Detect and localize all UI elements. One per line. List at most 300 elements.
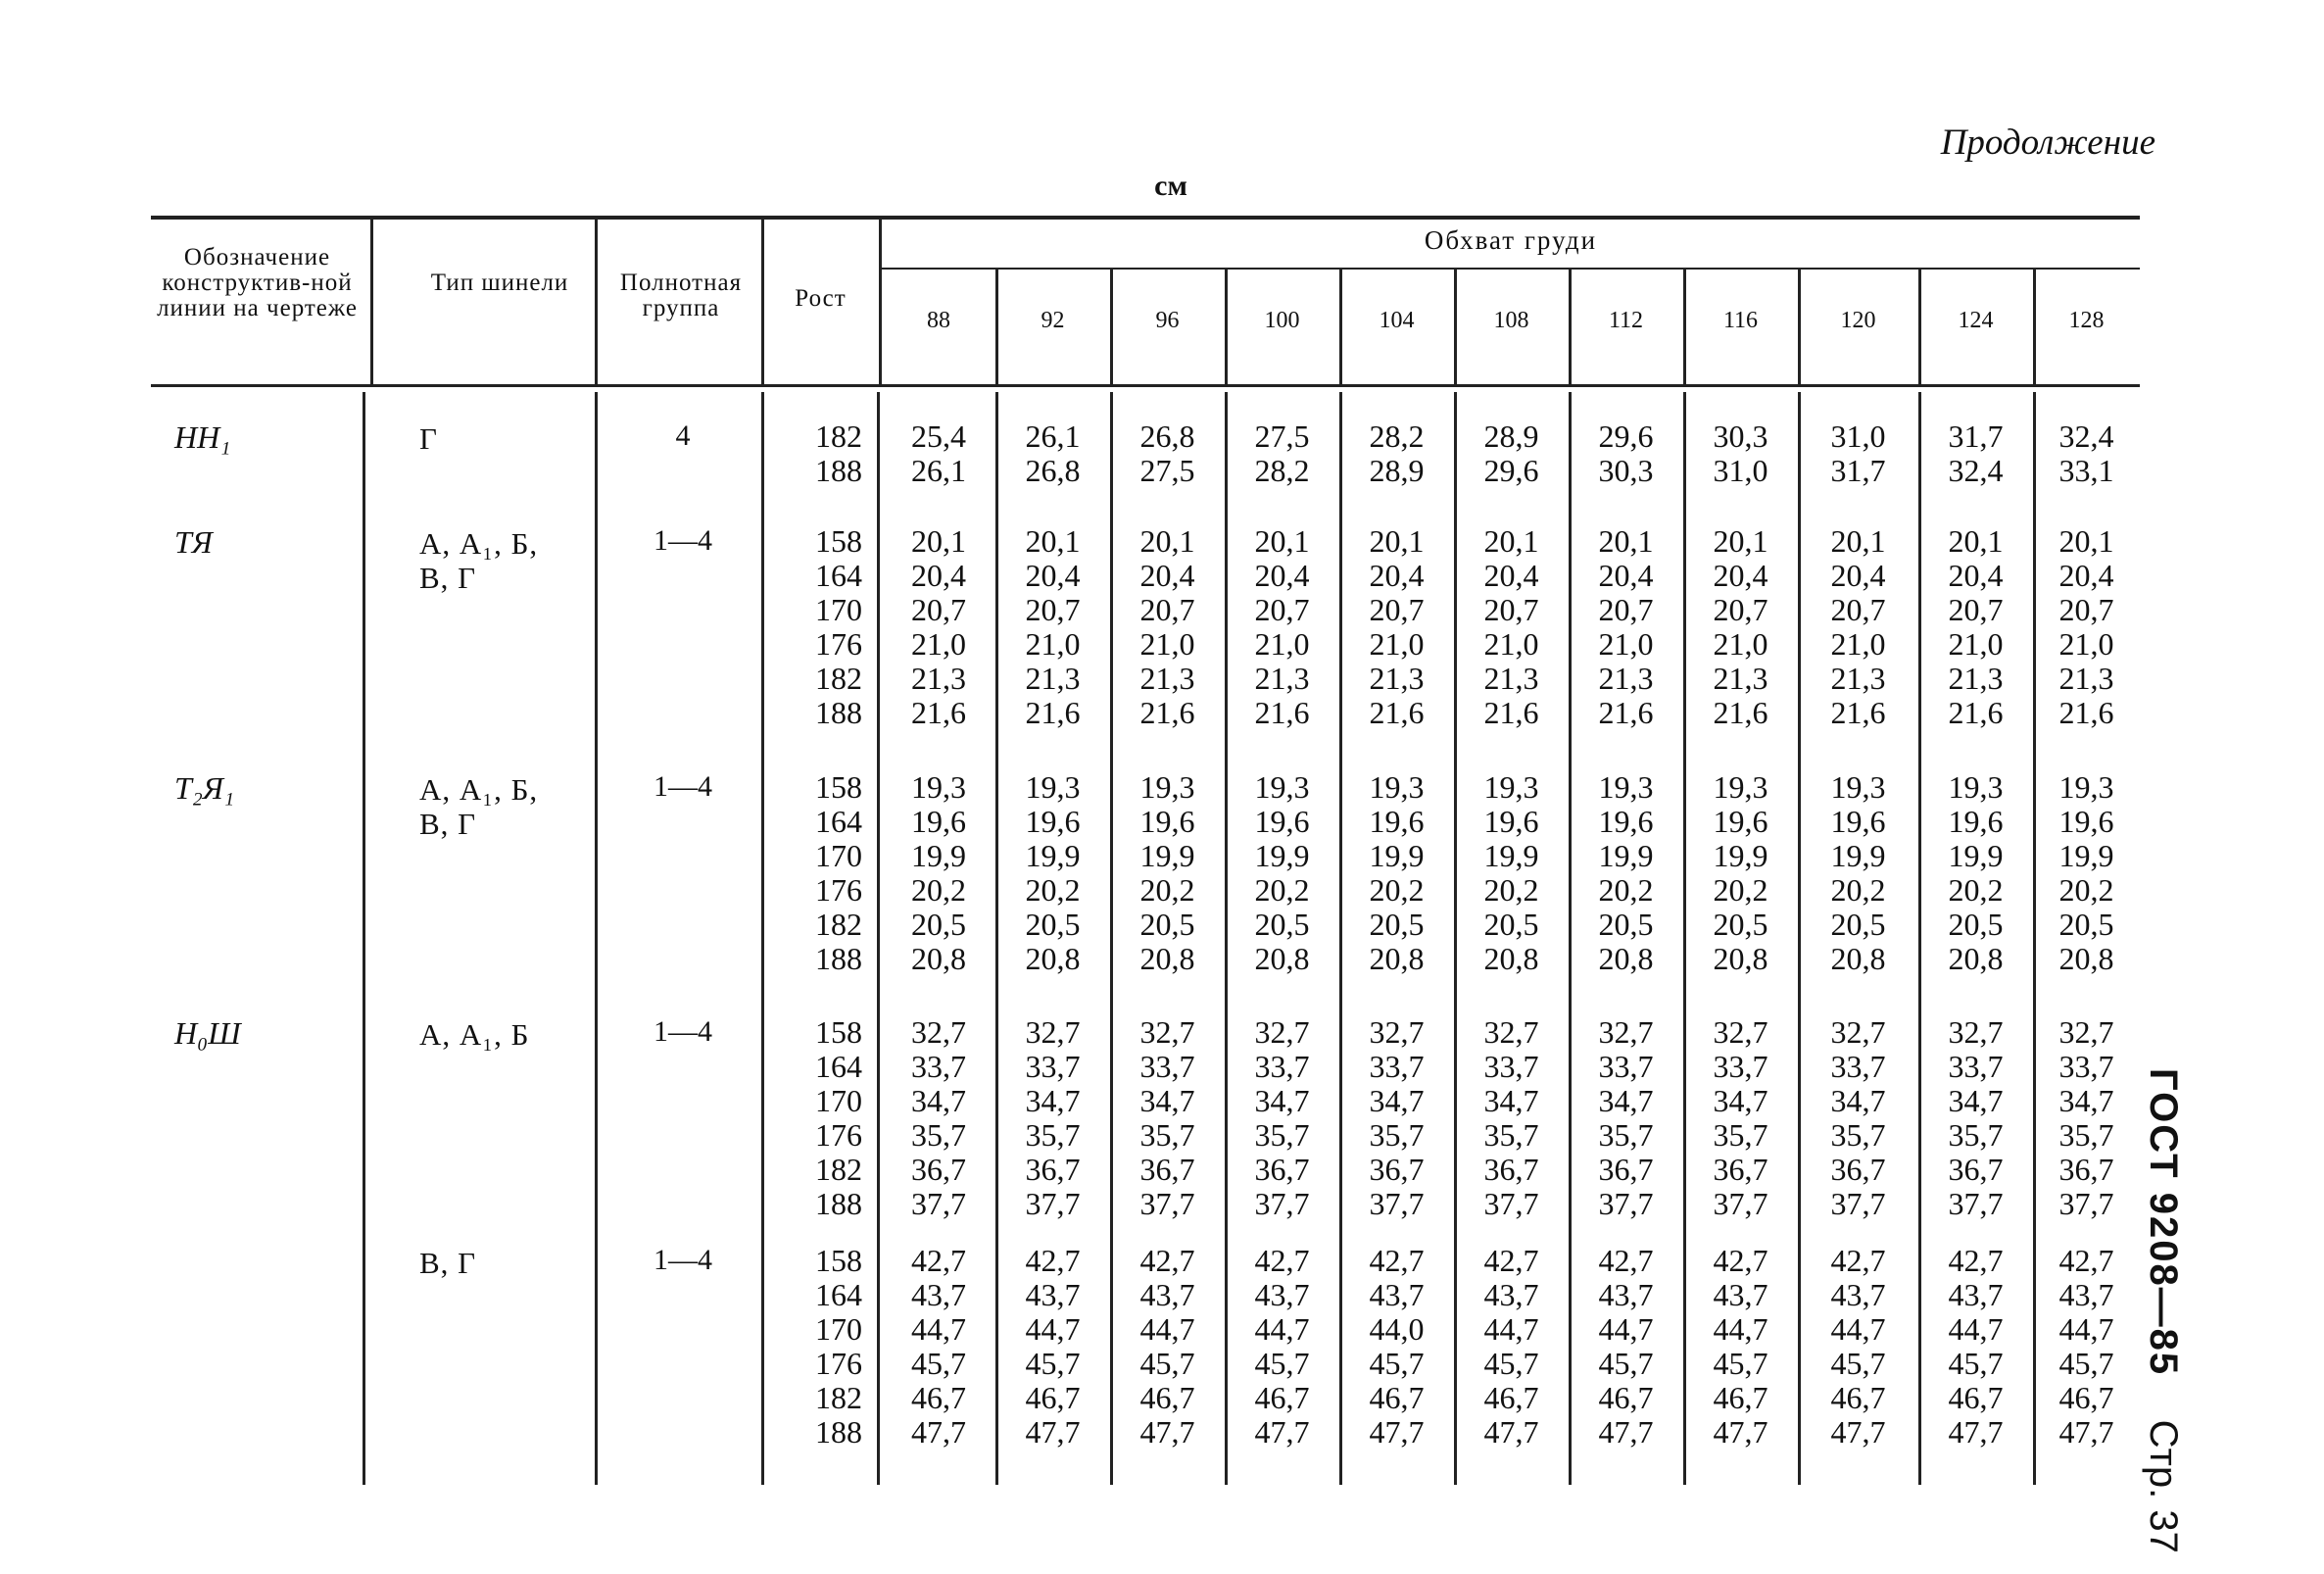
- table-cell: 28,9: [1369, 453, 1425, 488]
- table-cell: 20,2: [1483, 872, 1539, 908]
- table-cell: 32,7: [1830, 1014, 1886, 1050]
- table-cell: 20,8: [1369, 941, 1425, 976]
- table-cell: 37,7: [911, 1186, 966, 1221]
- table-cell: 21,6: [2058, 695, 2114, 730]
- table-cell: 31,7: [1830, 453, 1886, 488]
- value-column: [1339, 524, 1454, 730]
- table-cell: 20,5: [1598, 907, 1654, 942]
- table-cell: 33,7: [1830, 1049, 1886, 1084]
- table-cell: 45,7: [1025, 1346, 1081, 1381]
- header-column-divider: [761, 220, 764, 384]
- table-cell: 45,7: [1830, 1346, 1886, 1381]
- table-cell: 20,7: [1025, 592, 1081, 627]
- table-cell: 33,1: [2058, 453, 2114, 488]
- table-cell: 44,7: [1254, 1311, 1310, 1347]
- table-cell: 20,8: [1025, 941, 1081, 976]
- table-cell: 43,7: [1254, 1277, 1310, 1312]
- table-cell: 20,1: [1025, 523, 1081, 559]
- table-cell: 19,3: [1025, 769, 1081, 805]
- table-cell: 45,7: [1369, 1346, 1425, 1381]
- table-cell: 46,7: [1713, 1380, 1768, 1415]
- table-cell: 20,8: [1830, 941, 1886, 976]
- table-cell: 20,5: [1948, 907, 2004, 942]
- table-cell: 20,4: [1830, 558, 1886, 593]
- table-cell: 19,6: [1254, 804, 1310, 839]
- table-cell: 37,7: [1830, 1186, 1886, 1221]
- table-cell: 20,4: [911, 558, 966, 593]
- table-cell: 37,7: [1254, 1186, 1310, 1221]
- table-cell: 20,2: [1713, 872, 1768, 908]
- table-cell: 42,7: [1948, 1243, 2004, 1278]
- table-cell: 19,9: [1598, 838, 1654, 873]
- table-cell: 19,6: [1713, 804, 1768, 839]
- table-cell: 47,7: [1948, 1414, 2004, 1450]
- table-cell: 35,7: [1948, 1117, 2004, 1153]
- table-cell: 43,7: [1369, 1277, 1425, 1312]
- value-column: [1339, 770, 1454, 976]
- value-column: [1569, 1015, 1683, 1221]
- table-cell: 34,7: [2058, 1083, 2114, 1118]
- table-cell: 20,5: [1139, 907, 1195, 942]
- table-cell: 46,7: [1948, 1380, 2004, 1415]
- header-column-divider: [370, 220, 373, 384]
- table-cell: 32,7: [1369, 1014, 1425, 1050]
- table-cell: 47,7: [2058, 1414, 2114, 1450]
- table-cell: 42,7: [1830, 1243, 1886, 1278]
- table-cell: 21,0: [1713, 626, 1768, 662]
- side-standard-label: [2134, 1068, 2193, 1553]
- line-designation: ТЯ: [174, 524, 213, 560]
- line-designation: Т₂Я₁: [174, 770, 235, 806]
- height-value: 182: [815, 1152, 862, 1187]
- value-column: [1683, 770, 1798, 976]
- table-cell: 45,7: [2058, 1346, 2114, 1381]
- fullness-group: 1—4: [654, 1244, 712, 1276]
- table-cell: 20,5: [911, 907, 966, 942]
- table-cell: 44,7: [1713, 1311, 1768, 1347]
- coat-type: В, Г: [419, 1246, 477, 1280]
- table-cell: 32,7: [911, 1014, 966, 1050]
- value-column: [1110, 770, 1225, 976]
- table-cell: 21,3: [2058, 661, 2114, 696]
- value-column: [1918, 524, 2033, 730]
- value-column: [1454, 1244, 1569, 1450]
- table-cell: 21,6: [1483, 695, 1539, 730]
- table-cell: 33,7: [1713, 1049, 1768, 1084]
- value-column: [1918, 1244, 2033, 1450]
- height-value: 176: [815, 626, 862, 662]
- table-cell: 34,7: [1483, 1083, 1539, 1118]
- table-cell: 35,7: [1369, 1117, 1425, 1153]
- header-coat-type: Тип шинели: [430, 270, 569, 296]
- table-cell: 46,7: [1025, 1380, 1081, 1415]
- table-cell: 19,6: [1369, 804, 1425, 839]
- height-value: 170: [815, 1083, 862, 1118]
- table-cell: 44,7: [1025, 1311, 1081, 1347]
- table-cell: 44,7: [1830, 1311, 1886, 1347]
- table-cell: 21,0: [1598, 626, 1654, 662]
- height-column: [774, 770, 862, 976]
- table-cell: 46,7: [1830, 1380, 1886, 1415]
- table-cell: 37,7: [1598, 1186, 1654, 1221]
- table-cell: 34,7: [1139, 1083, 1195, 1118]
- table-cell: 21,6: [1369, 695, 1425, 730]
- value-column: [1798, 770, 1918, 976]
- table-cell: 44,0: [1369, 1311, 1425, 1347]
- table-cell: 21,6: [1598, 695, 1654, 730]
- table-cell: 20,8: [2058, 941, 2114, 976]
- table-cell: 47,7: [911, 1414, 966, 1450]
- table-cell: 20,1: [1369, 523, 1425, 559]
- value-column: [2033, 1015, 2140, 1221]
- table-cell: 20,4: [1483, 558, 1539, 593]
- value-column: [1798, 419, 1918, 488]
- table-cell: 19,9: [1025, 838, 1081, 873]
- table-cell: 20,8: [1254, 941, 1310, 976]
- table-cell: 20,1: [1254, 523, 1310, 559]
- header-column-divider: [595, 220, 598, 384]
- table-cell: 20,7: [1139, 592, 1195, 627]
- height-value: 176: [815, 1346, 862, 1381]
- table-cell: 27,5: [1254, 418, 1310, 454]
- table-cell: 36,7: [1369, 1152, 1425, 1187]
- value-column: [1683, 1015, 1798, 1221]
- table-cell: 19,3: [1830, 769, 1886, 805]
- fullness-group: 4: [675, 419, 691, 452]
- table-cell: 42,7: [2058, 1243, 2114, 1278]
- table-cell: 20,5: [1369, 907, 1425, 942]
- chest-size-header: 104: [1379, 308, 1415, 333]
- fullness-group: 1—4: [654, 770, 712, 803]
- height-value: 182: [815, 418, 862, 454]
- value-column: [2033, 524, 2140, 730]
- coat-type: А, А₁, Б, В, Г: [419, 526, 539, 595]
- table-cell: 20,7: [1483, 592, 1539, 627]
- table-cell: 19,3: [1139, 769, 1195, 805]
- table-cell: 20,5: [1713, 907, 1768, 942]
- height-value: 188: [815, 941, 862, 976]
- table-cell: 21,3: [1369, 661, 1425, 696]
- table-cell: 44,7: [1598, 1311, 1654, 1347]
- table-cell: 45,7: [1713, 1346, 1768, 1381]
- table-cell: 21,3: [1713, 661, 1768, 696]
- table-cell: 20,7: [2058, 592, 2114, 627]
- table-cell: 20,4: [1598, 558, 1654, 593]
- table-cell: 29,6: [1483, 453, 1539, 488]
- table-cell: 43,7: [1713, 1277, 1768, 1312]
- table-cell: 46,7: [1598, 1380, 1654, 1415]
- table-cell: 47,7: [1369, 1414, 1425, 1450]
- table-cell: 45,7: [1254, 1346, 1310, 1381]
- table-cell: 21,3: [1139, 661, 1195, 696]
- table-cell: 20,7: [1369, 592, 1425, 627]
- table-cell: 47,7: [1713, 1414, 1768, 1450]
- table-cell: 35,7: [1025, 1117, 1081, 1153]
- table-cell: 35,7: [2058, 1117, 2114, 1153]
- table-cell: 20,1: [2058, 523, 2114, 559]
- table-cell: 20,7: [911, 592, 966, 627]
- value-column: [995, 1244, 1110, 1450]
- value-column: [1683, 419, 1798, 488]
- table-cell: 21,3: [1830, 661, 1886, 696]
- value-column: [1454, 524, 1569, 730]
- unit-label: см: [1154, 170, 1187, 202]
- table-cell: 36,7: [911, 1152, 966, 1187]
- value-column: [1918, 1015, 2033, 1221]
- table-cell: 20,1: [1483, 523, 1539, 559]
- height-value: 158: [815, 769, 862, 805]
- table-cell: 19,9: [1483, 838, 1539, 873]
- table-cell: 36,7: [2058, 1152, 2114, 1187]
- chest-size-header: 128: [2068, 308, 2105, 333]
- table-cell: 33,7: [1369, 1049, 1425, 1084]
- value-column: [1918, 770, 2033, 976]
- value-column: [882, 524, 995, 730]
- table-cell: 43,7: [1948, 1277, 2004, 1312]
- value-column: [1683, 1244, 1798, 1450]
- table-cell: 19,6: [911, 804, 966, 839]
- table-cell: 21,3: [1948, 661, 2004, 696]
- table-cell: 21,3: [1254, 661, 1310, 696]
- height-value: 170: [815, 592, 862, 627]
- table-cell: 20,2: [1369, 872, 1425, 908]
- table-cell: 19,3: [1483, 769, 1539, 805]
- table-cell: 20,8: [1948, 941, 2004, 976]
- height-column: [774, 419, 862, 488]
- table-cell: 42,7: [1713, 1243, 1768, 1278]
- table-cell: 20,1: [911, 523, 966, 559]
- table-cell: 19,9: [1713, 838, 1768, 873]
- value-column: [995, 419, 1110, 488]
- table-cell: 47,7: [1483, 1414, 1539, 1450]
- table-cell: 36,7: [1483, 1152, 1539, 1187]
- table-cell: 20,7: [1254, 592, 1310, 627]
- table-cell: 45,7: [911, 1346, 966, 1381]
- table-cell: 20,7: [1830, 592, 1886, 627]
- table-cell: 32,4: [2058, 418, 2114, 454]
- table-cell: 20,2: [1948, 872, 2004, 908]
- value-column: [1454, 770, 1569, 976]
- table-cell: 46,7: [2058, 1380, 2114, 1415]
- table-cell: 20,4: [1025, 558, 1081, 593]
- table-cell: 19,9: [1139, 838, 1195, 873]
- table-cell: 20,7: [1713, 592, 1768, 627]
- table-cell: 32,7: [1713, 1014, 1768, 1050]
- table-cell: 35,7: [1139, 1117, 1195, 1153]
- value-column: [882, 770, 995, 976]
- table-cell: 20,2: [1598, 872, 1654, 908]
- table-cell: 36,7: [1713, 1152, 1768, 1187]
- fullness-group: 1—4: [654, 1015, 712, 1048]
- table-cell: 36,7: [1948, 1152, 2004, 1187]
- table-cell: 28,2: [1254, 453, 1310, 488]
- value-column: [1225, 1015, 1339, 1221]
- header-height: Рост: [795, 285, 847, 312]
- table-cell: 28,2: [1369, 418, 1425, 454]
- header-fullness-group: Полнотная группа: [619, 270, 743, 321]
- body-column-divider: [877, 392, 880, 1485]
- table-cell: 32,7: [2058, 1014, 2114, 1050]
- table-cell: 19,3: [911, 769, 966, 805]
- height-value: 188: [815, 453, 862, 488]
- table-cell: 35,7: [911, 1117, 966, 1153]
- height-value: 182: [815, 1380, 862, 1415]
- table-cell: 34,7: [1598, 1083, 1654, 1118]
- table-cell: 20,2: [911, 872, 966, 908]
- line-designation: НН₁: [174, 419, 231, 455]
- table-cell: 20,1: [1948, 523, 2004, 559]
- table-cell: 20,5: [2058, 907, 2114, 942]
- table-cell: 20,4: [1139, 558, 1195, 593]
- table-cell: 19,9: [1369, 838, 1425, 873]
- table-cell: 20,5: [1025, 907, 1081, 942]
- table-cell: 20,2: [1025, 872, 1081, 908]
- table-cell: 33,7: [1254, 1049, 1310, 1084]
- value-column: [882, 419, 995, 488]
- table-cell: 21,0: [2058, 626, 2114, 662]
- table-cell: 19,9: [1948, 838, 2004, 873]
- table-cell: 19,9: [2058, 838, 2114, 873]
- table-cell: 30,3: [1713, 418, 1768, 454]
- body-column-divider: [595, 392, 598, 1485]
- value-column: [1683, 524, 1798, 730]
- table-cell: 20,7: [1948, 592, 2004, 627]
- continuation-label: Продолжение: [1940, 123, 2155, 163]
- table-cell: 20,8: [1139, 941, 1195, 976]
- value-column: [882, 1015, 995, 1221]
- table-cell: 20,8: [911, 941, 966, 976]
- table-cell: 19,6: [1139, 804, 1195, 839]
- table-cell: 42,7: [1254, 1243, 1310, 1278]
- table-cell: 20,1: [1139, 523, 1195, 559]
- table-cell: 20,2: [1830, 872, 1886, 908]
- table-cell: 35,7: [1713, 1117, 1768, 1153]
- table-cell: 47,7: [1598, 1414, 1654, 1450]
- table-cell: 34,7: [1025, 1083, 1081, 1118]
- table-cell: 36,7: [1139, 1152, 1195, 1187]
- table-cell: 26,1: [911, 453, 966, 488]
- table-cell: 44,7: [1948, 1311, 2004, 1347]
- table-cell: 46,7: [1139, 1380, 1195, 1415]
- height-value: 176: [815, 1117, 862, 1153]
- chest-size-header: 120: [1840, 308, 1876, 333]
- value-column: [1110, 1015, 1225, 1221]
- value-column: [1798, 524, 1918, 730]
- table-cell: 43,7: [1598, 1277, 1654, 1312]
- table-cell: 42,7: [1369, 1243, 1425, 1278]
- table-cell: 20,1: [1713, 523, 1768, 559]
- table-cell: 36,7: [1254, 1152, 1310, 1187]
- table-cell: 20,7: [1598, 592, 1654, 627]
- chest-group-rule: [882, 268, 2140, 270]
- value-column: [995, 770, 1110, 976]
- height-value: 164: [815, 1049, 862, 1084]
- table-cell: 32,7: [1139, 1014, 1195, 1050]
- height-column: [774, 1244, 862, 1450]
- value-column: [2033, 419, 2140, 488]
- table-cell: 21,0: [911, 626, 966, 662]
- table-cell: 46,7: [1369, 1380, 1425, 1415]
- table-cell: 21,0: [1254, 626, 1310, 662]
- value-column: [1110, 1244, 1225, 1450]
- table-cell: 20,2: [2058, 872, 2114, 908]
- table-cell: 20,2: [1254, 872, 1310, 908]
- table-cell: 19,6: [1483, 804, 1539, 839]
- table-cell: 21,6: [1139, 695, 1195, 730]
- value-column: [882, 1244, 995, 1450]
- value-column: [995, 524, 1110, 730]
- value-column: [1339, 1015, 1454, 1221]
- table-cell: 19,6: [1025, 804, 1081, 839]
- table-cell: 45,7: [1948, 1346, 2004, 1381]
- page-number: Стр. 37: [2142, 1419, 2185, 1553]
- table-cell: 37,7: [1713, 1186, 1768, 1221]
- table-cell: 32,7: [1254, 1014, 1310, 1050]
- table-cell: 47,7: [1254, 1414, 1310, 1450]
- standard-code: ГОСТ 9208—85: [2142, 1068, 2185, 1377]
- table-cell: 21,3: [1598, 661, 1654, 696]
- table-cell: 19,9: [1830, 838, 1886, 873]
- table-cell: 46,7: [1254, 1380, 1310, 1415]
- table-cell: 21,0: [1139, 626, 1195, 662]
- table-cell: 42,7: [1025, 1243, 1081, 1278]
- table-cell: 20,8: [1713, 941, 1768, 976]
- table-cell: 43,7: [1483, 1277, 1539, 1312]
- table-cell: 21,3: [1483, 661, 1539, 696]
- table-cell: 35,7: [1830, 1117, 1886, 1153]
- table-cell: 33,7: [2058, 1049, 2114, 1084]
- table-cell: 43,7: [2058, 1277, 2114, 1312]
- table-cell: 43,7: [1025, 1277, 1081, 1312]
- table-cell: 20,1: [1598, 523, 1654, 559]
- table-cell: 19,3: [1713, 769, 1768, 805]
- table-cell: 20,4: [2058, 558, 2114, 593]
- table-cell: 21,6: [1025, 695, 1081, 730]
- table-cell: 44,7: [911, 1311, 966, 1347]
- table-cell: 19,6: [1948, 804, 2004, 839]
- table-cell: 20,4: [1948, 558, 2004, 593]
- height-value: 164: [815, 1277, 862, 1312]
- chest-size-header: 124: [1958, 308, 1994, 333]
- table-cell: 19,3: [1598, 769, 1654, 805]
- table-cell: 42,7: [1139, 1243, 1195, 1278]
- table-cell: 37,7: [1948, 1186, 2004, 1221]
- value-column: [1110, 419, 1225, 488]
- height-value: 158: [815, 1243, 862, 1278]
- table-cell: 20,5: [1483, 907, 1539, 942]
- value-column: [995, 1015, 1110, 1221]
- chest-size-header: 108: [1493, 308, 1529, 333]
- value-column: [1454, 419, 1569, 488]
- height-value: 188: [815, 1186, 862, 1221]
- table-cell: 19,6: [2058, 804, 2114, 839]
- table-cell: 26,1: [1025, 418, 1081, 454]
- chest-size-header: 88: [927, 308, 950, 333]
- table-cell: 45,7: [1139, 1346, 1195, 1381]
- table-cell: 19,9: [911, 838, 966, 873]
- value-column: [1798, 1015, 1918, 1221]
- table-cell: 34,7: [1369, 1083, 1425, 1118]
- table-cell: 21,6: [1254, 695, 1310, 730]
- table-cell: 21,6: [1830, 695, 1886, 730]
- table-cell: 33,7: [1948, 1049, 2004, 1084]
- table-cell: 21,0: [1948, 626, 2004, 662]
- table-cell: 20,4: [1713, 558, 1768, 593]
- value-column: [1225, 524, 1339, 730]
- table-cell: 47,7: [1139, 1414, 1195, 1450]
- table-cell: 33,7: [1483, 1049, 1539, 1084]
- height-value: 170: [815, 838, 862, 873]
